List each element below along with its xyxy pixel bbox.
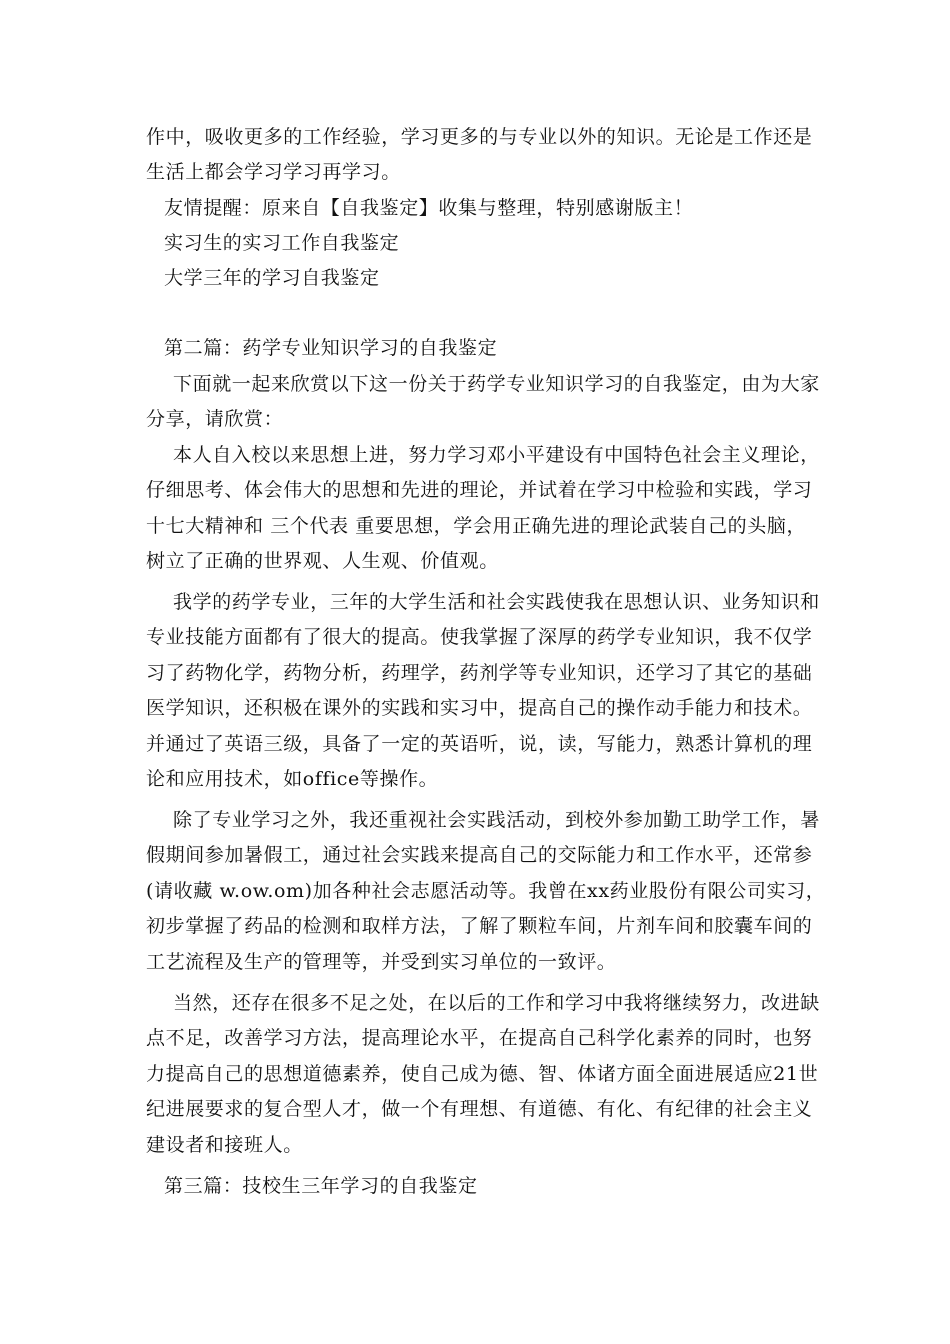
text-line: 实习生的实习工作自我鉴定 (164, 232, 400, 254)
text-line: 并通过了英语三级，具备了一定的英语听，说，读，写能力，熟悉计算机的理 (146, 733, 813, 755)
text-line: 医学知识，还积极在课外的实践和实习中，提高自己的操作动手能力和技术。 (146, 697, 813, 719)
text-line: 工艺流程及生产的管理等，并受到实习单位的一致评。 (146, 951, 617, 973)
text-line: 作中，吸收更多的工作经验，学习更多的与专业以外的知识。无论是工作还是 (146, 126, 813, 148)
text-line: 树立了正确的世界观、人生观、价值观。 (146, 550, 499, 572)
text-line: 我学的药学专业，三年的大学生活和社会实践使我在思想认识、业务知识和 (173, 591, 820, 613)
text-line: 纪进展要求的复合型人才，做一个有理想、有道德、有化、有纪律的社会主义 (146, 1098, 813, 1120)
text-line: (请收藏 w.ow.om)加各种社会志愿活动等。我曾在xx药业股份有限公司实习， (146, 880, 826, 902)
text-line: 当然，还存在很多不足之处，在以后的工作和学习中我将继续努力，改进缺 (173, 992, 820, 1014)
text-line: 专业技能方面都有了很大的提高。使我掌握了深厚的药学专业知识，我不仅学 (146, 626, 813, 648)
text-line: 点不足，改善学习方法，提高理论水平，在提高自己科学化素养的同时，也努 (146, 1027, 813, 1049)
section-heading: 第三篇：技校生三年学习的自我鉴定 (164, 1175, 478, 1197)
text-line: 分享，请欣赏： (146, 408, 284, 430)
text-line: 初步掌握了药品的检测和取样方法，了解了颗粒车间，片剂车间和胶囊车间的 (146, 915, 813, 937)
text-line: 仔细思考、体会伟大的思想和先进的理论，并试着在学习中检验和实践，学习 (146, 479, 813, 501)
text-line: 下面就一起来欣赏以下这一份关于药学专业知识学习的自我鉴定，由为大家 (173, 373, 820, 395)
text-line: 力提高自己的思想道德素养，使自己成为德、智、体诸方面全面进展适应21世 (146, 1063, 819, 1085)
text-line: 除了专业学习之外，我还重视社会实践活动，到校外参加勤工助学工作，暑 (173, 809, 820, 831)
text-line: 习了药物化学，药物分析，药理学，药剂学等专业知识，还学习了其它的基础 (146, 662, 813, 684)
text-line: 大学三年的学习自我鉴定 (164, 267, 380, 289)
text-line: 建设者和接班人。 (146, 1134, 303, 1156)
text-line: 假期间参加暑假工，通过社会实践来提高自己的交际能力和工作水平，还常参 (146, 844, 813, 866)
text-line: 生活上都会学习学习再学习。 (146, 161, 401, 183)
text-line: 本人自入校以来思想上进，努力学习邓小平建设有中国特色社会主义理论， (173, 444, 820, 466)
section-heading: 第二篇：药学专业知识学习的自我鉴定 (164, 337, 498, 359)
text-line: 友情提醒：原来自【自我鉴定】收集与整理，特别感谢版主！ (164, 197, 694, 219)
text-line: 论和应用技术，如office等操作。 (146, 768, 439, 790)
text-line: 十七大精神和 三个代表 重要思想，学会用正确先进的理论武装自己的头脑， (146, 515, 807, 537)
